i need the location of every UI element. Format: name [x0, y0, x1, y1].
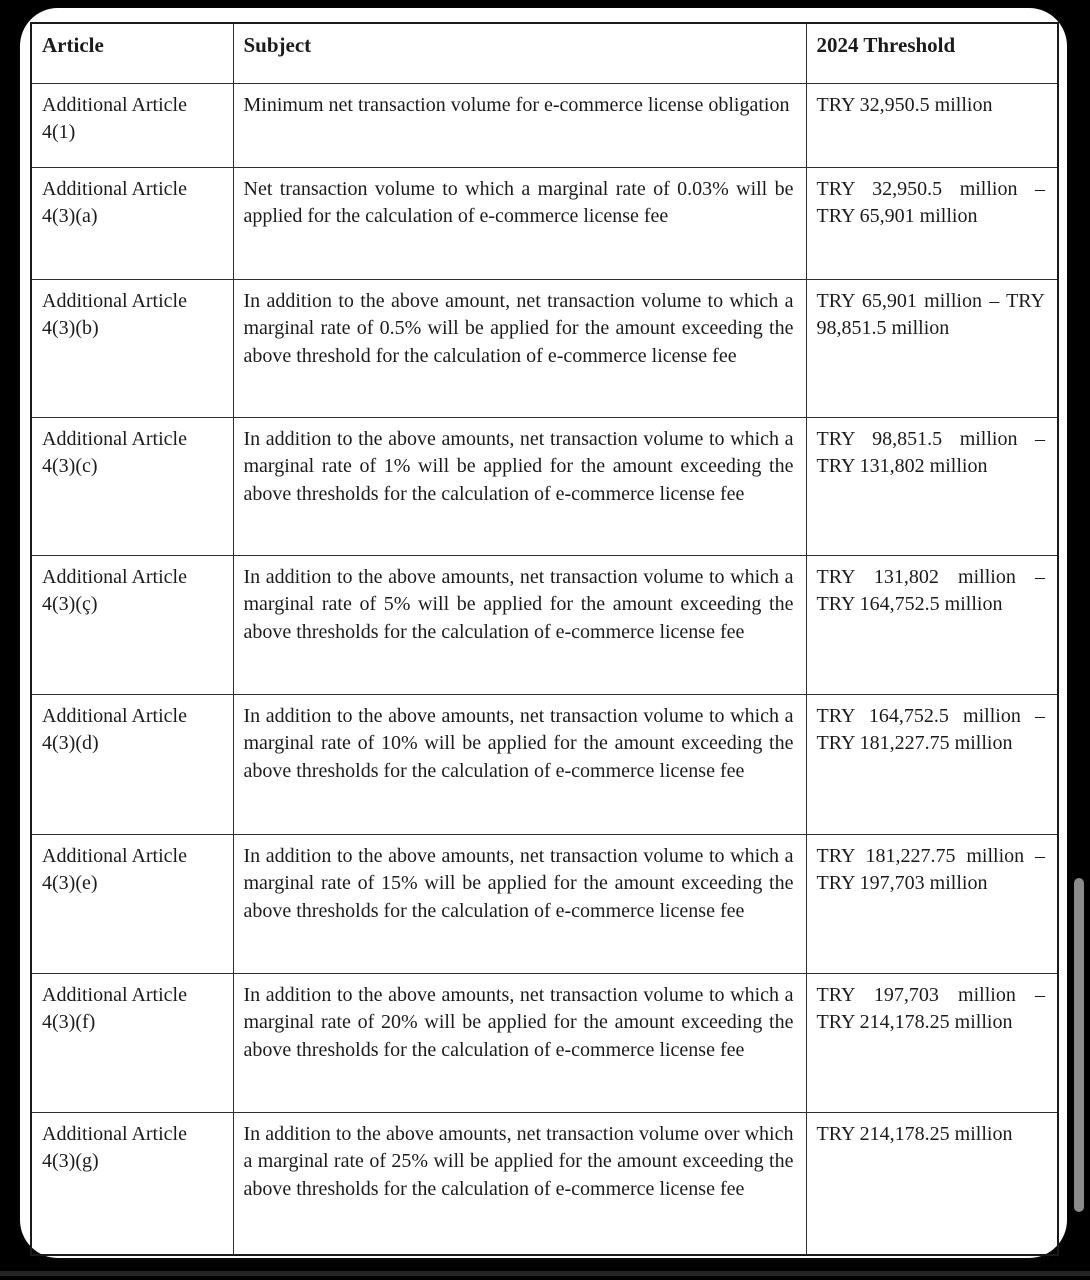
- article-cell: Additional Article 4(1): [31, 83, 233, 167]
- column-header-threshold: 2024 Threshold: [806, 23, 1058, 83]
- threshold-cell: TRY 98,851.5 million – TRY 131,802 million: [806, 417, 1058, 555]
- scrollbar-thumb[interactable]: [1074, 878, 1084, 1212]
- table-row: [31, 83, 1058, 167]
- subject-cell: In addition to the above amounts, net transaction volume to which a marginal rate of 20% will be applied for the amount exceeding the above thresholds for the calculation of e-commerce license fee: [233, 973, 806, 1112]
- column-header-article: Article: [31, 23, 233, 83]
- article-cell: Additional Article 4(3)(f): [31, 973, 233, 1112]
- subject-cell: In addition to the above amounts, net transaction volume over which a marginal rate of 25% will be applied for the amount exceeding the above thresholds for the calculation of e-commerce license fee: [233, 1112, 806, 1255]
- article-cell: Additional Article 4(3)(a): [31, 167, 233, 279]
- threshold-table: [30, 22, 1059, 1256]
- subject-cell: In addition to the above amounts, net transaction volume to which a marginal rate of 15% will be applied for the amount exceeding the above thresholds for the calculation of e-commerce license fee: [233, 834, 806, 973]
- document-page: [20, 8, 1067, 1258]
- threshold-cell: TRY 164,752.5 million – TRY 181,227.75 million: [806, 694, 1058, 834]
- table-row: [31, 417, 1058, 555]
- table-row: [31, 973, 1058, 1112]
- table-row: [31, 167, 1058, 279]
- table-row: [31, 1112, 1058, 1255]
- article-cell: Additional Article 4(3)(b): [31, 279, 233, 417]
- column-header-subject: Subject: [233, 23, 806, 83]
- subject-cell: In addition to the above amounts, net transaction volume to which a marginal rate of 5% will be applied for the amount exceeding the above thresholds for the calculation of e-commerce license fee: [233, 555, 806, 694]
- threshold-cell: TRY 131,802 million – TRY 164,752.5 million: [806, 555, 1058, 694]
- threshold-cell: TRY 181,227.75 million – TRY 197,703 million: [806, 834, 1058, 973]
- article-cell: Additional Article 4(3)(g): [31, 1112, 233, 1255]
- article-cell: Additional Article 4(3)(c): [31, 417, 233, 555]
- threshold-cell: TRY 32,950.5 million – TRY 65,901 million: [806, 167, 1058, 279]
- table-header-row: [31, 23, 1058, 83]
- table-row: [31, 834, 1058, 973]
- subject-cell: In addition to the above amount, net transaction volume to which a marginal rate of 0.5% will be applied for the amount exceeding the above threshold for the calculation of e-commerce license fee: [233, 279, 806, 417]
- article-cell: Additional Article 4(3)(ç): [31, 555, 233, 694]
- viewer-bottom-bar: [0, 1271, 1090, 1276]
- threshold-cell: TRY 32,950.5 million: [806, 83, 1058, 167]
- threshold-cell: TRY 197,703 million – TRY 214,178.25 million: [806, 973, 1058, 1112]
- subject-cell: Minimum net transaction volume for e-commerce license obligation: [233, 83, 806, 167]
- threshold-cell: TRY 214,178.25 million: [806, 1112, 1058, 1255]
- threshold-cell: TRY 65,901 million – TRY 98,851.5 million: [806, 279, 1058, 417]
- table-row: [31, 279, 1058, 417]
- table-row: [31, 694, 1058, 834]
- subject-cell: Net transaction volume to which a marginal rate of 0.03% will be applied for the calculation of e-commerce license fee: [233, 167, 806, 279]
- subject-cell: In addition to the above amounts, net transaction volume to which a marginal rate of 1% will be applied for the amount exceeding the above thresholds for the calculation of e-commerce license fee: [233, 417, 806, 555]
- article-cell: Additional Article 4(3)(e): [31, 834, 233, 973]
- subject-cell: In addition to the above amounts, net transaction volume to which a marginal rate of 10% will be applied for the amount exceeding the above thresholds for the calculation of e-commerce license fee: [233, 694, 806, 834]
- table-row: [31, 555, 1058, 694]
- article-cell: Additional Article 4(3)(d): [31, 694, 233, 834]
